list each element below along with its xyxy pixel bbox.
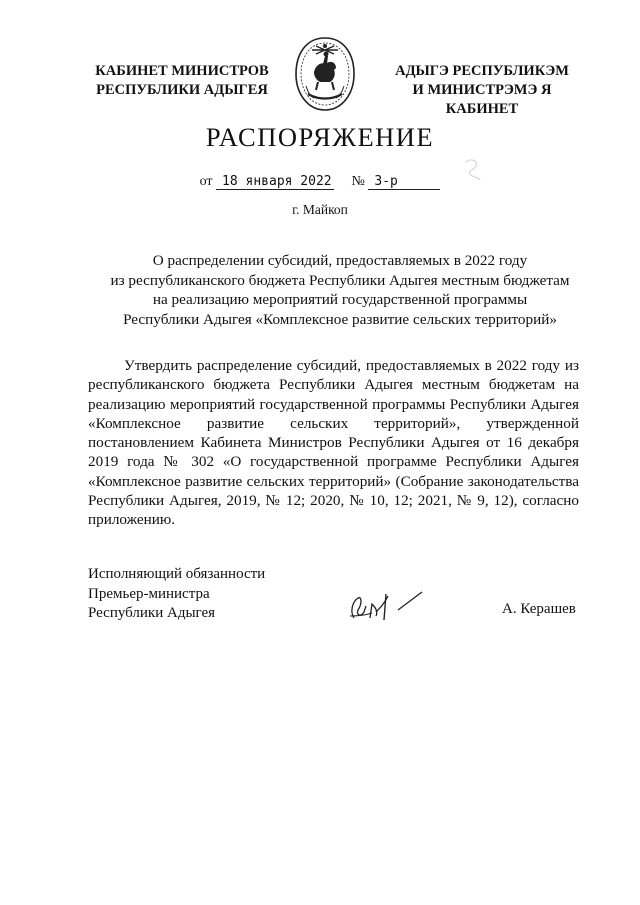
- document-type-title: РАСПОРЯЖЕНИЕ: [205, 122, 435, 152]
- adygea-coat-of-arms-icon: [290, 34, 360, 114]
- document-subject: [60, 251, 620, 329]
- document-body: Утвердить распределение субсидий, предоставляемых в 2022 году из республиканского бюджета Республики Адыгея местным бюджетам на реализацию мероприятий государственной программы Республики Адыгея «Комплексное развитие сельских территорий», утвержденной постановлением Кабинета Министров Республики Адыгея от 16 декабря 2019 года № 302 «О государственной программе Республики Адыгея «Комплексное развитие сельских территорий» (Собрание законодательства Республики Адыгея, 2019, № 12; 2020, № 10, 12; 2021, № 9, 12), согласно приложению.: [88, 357, 579, 529]
- subject-line-2: из республиканского бюджета Республики Адыгея местным бюджетам: [110, 271, 570, 289]
- signatory-position-line-1: Исполняющий обязанности: [88, 566, 266, 582]
- header-left-line-2: РЕСПУБЛИКИ АДЫГЕЯ: [96, 82, 268, 98]
- handwritten-signature: [340, 582, 440, 626]
- date-prefix: от: [199, 174, 213, 189]
- date-number-line: [0, 174, 640, 190]
- document-date: 18 января 2022: [216, 174, 334, 190]
- header-right-title: [376, 62, 588, 119]
- signatory-position-line-2: Премьер-министра: [88, 585, 210, 602]
- signatory-position: [88, 565, 308, 624]
- header-right-line-1: АДЫГЭ РЕСПУБЛИКЭМ: [395, 63, 569, 79]
- signer-name: А. Керашев: [502, 601, 576, 617]
- header-left-title: [92, 62, 272, 100]
- number-prefix: №: [351, 174, 365, 189]
- header-left-line-1: КАБИНЕТ МИНИСТРОВ: [95, 63, 269, 79]
- header-right-line-2: И МИНИСТРЭМЭ Я КАБИНЕТ: [412, 82, 552, 117]
- subject-line-1: О распределении субсидий, предоставляемых в 2022 году: [152, 252, 528, 269]
- document-number: 3-р: [368, 174, 440, 190]
- document-city: г. Майкоп: [292, 202, 348, 217]
- signatory-position-line-3: Республики Адыгея: [88, 605, 216, 621]
- subject-line-4: Республики Адыгея «Комплексное развитие сельских территорий»: [123, 310, 557, 328]
- subject-line-3: на реализацию мероприятий государственной программы: [152, 291, 528, 309]
